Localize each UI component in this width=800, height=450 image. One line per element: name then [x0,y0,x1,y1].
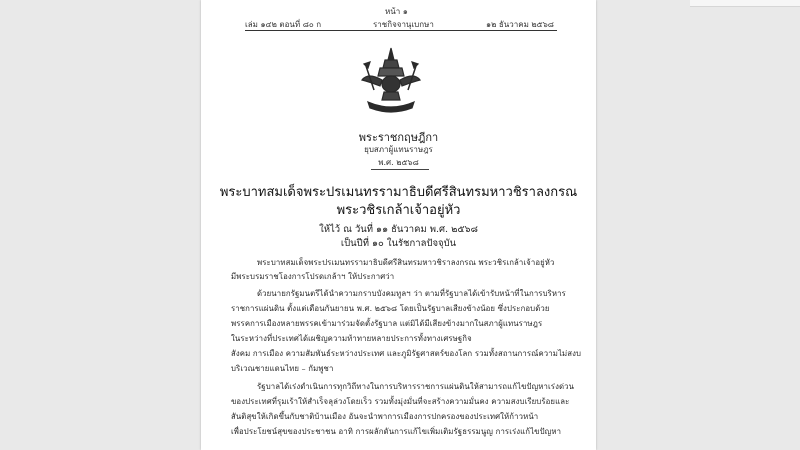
gazette-name: ราชกิจจานุเบกษา [373,20,434,29]
document-page[interactable] [201,0,596,450]
king-name-line2: พระวชิรเกล้าเจ้าอยู่หัว [336,203,461,218]
given-date: ให้ไว้ ณ วันที่ ๑๑ ธันวาคม พ.ศ. ๒๕๖๘ [319,224,478,235]
reign-year: เป็นปีที่ ๑๐ ในรัชกาลปัจจุบัน [340,238,457,249]
body-text-line: ด้วยนายกรัฐมนตรีได้นำความกราบบังคมทูลฯ ว่า ตามที่รัฐบาลได้เข้ารับหน้าที่ในการบริหาร [257,289,566,298]
viewer-top-strip [690,0,800,7]
decree-year: พ.ศ. ๒๕๖๘ [378,158,419,167]
decree-title: พระราชกฤษฎีกา [358,131,439,144]
body-text-line: พรรคการเมืองหลายพรรคเข้ามาร่วมจัดตั้งรัฐบาล แต่มิได้มีเสียงข้างมากในสภาผู้แทนราษฎร [231,319,543,328]
body-text-line: บริเวณชายแดนไทย – กัมพูชา [231,364,334,373]
title-rule [371,169,429,170]
decree-subject: ยุบสภาผู้แทนราษฎร [364,145,433,154]
body-text-line: พระบาทสมเด็จพระปรเมนทรรามาธิบดีศรีสินทรมหาวชิราลงกรณ พระวชิรเกล้าเจ้าอยู่หัว [257,258,555,267]
header-rule [245,30,557,31]
gazette-date: ๑๒ ธันวาคม ๒๕๖๘ [486,20,554,29]
page-number: หน้า ๑ [385,7,408,16]
body-text-line: สังคม การเมือง ความสัมพันธ์ระหว่างประเทศ และภูมิรัฐศาสตร์ของโลก รวมทั้งสถานการณ์ความไม่สงบ [231,349,582,358]
body-text-line: มีพระบรมราชโองการโปรดเกล้าฯ ให้ประกาศว่า [231,272,395,281]
volume-issue: เล่ม ๑๔๒ ตอนที่ ๘๐ ก [245,20,322,29]
body-text-line: ของประเทศที่รุมเร้าให้สำเร็จลุล่วงโดยเร็ว รวมทั้งมุ่งมั่นที่จะสร้างความมั่นคง ความสงบเรียบร้อยและ [231,397,570,406]
king-name-line1: พระบาทสมเด็จพระปรเมนทรรามาธิบดีศรีสินทรมหาวชิราลงกรณ [219,185,578,200]
body-text-line: ในระหว่างที่ประเทศได้เผชิญความท้าทายหลายประการทั้งทางเศรษฐกิจ [231,334,472,343]
body-text-line: ราชการแผ่นดิน ตั้งแต่เดือนกันยายน พ.ศ. ๒๕๖๘ โดยเป็นรัฐบาลเสียงข้างน้อย ซึ่งประกอบด้วย [231,304,550,313]
body-text-line: เพื่อประโยชน์สุขของประชาชน อาทิ การผลักดันการแก้ไขเพิ่มเติมรัฐธรรมนูญ การเร่งแก้ไขปัญหา [231,427,562,436]
body-text-line: รัฐบาลได้เร่งดำเนินการทุกวิถีทางในการบริหารราชการแผ่นดินให้สามารถแก้ไขปัญหาเร่งด่วน [257,382,575,391]
garuda-emblem-icon [358,46,424,114]
body-text-line: สันติสุขให้เกิดขึ้นกับชาติบ้านเมือง อันจะนำพาการเมืองการปกครองของประเทศให้ก้าวหน้า [231,412,539,421]
